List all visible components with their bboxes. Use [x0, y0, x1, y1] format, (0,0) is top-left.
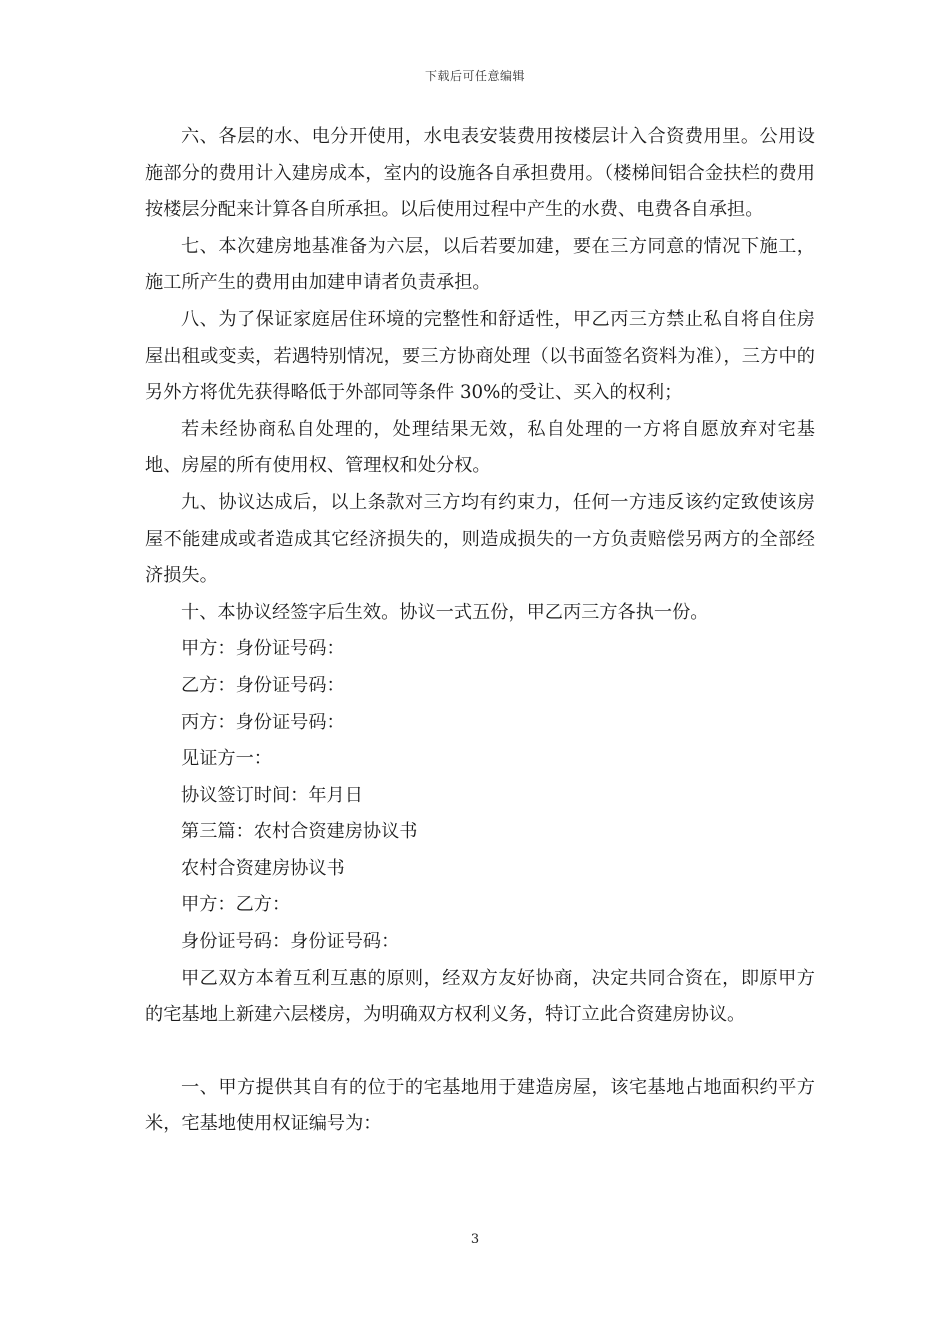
page-number: 3 — [470, 1232, 480, 1247]
id-numbers-line: 身份证号码：身份证号码： — [181, 931, 400, 953]
signature-party-a: 甲方：身份证号码： — [181, 638, 345, 660]
paragraph-clause-6: 六、各层的水、电分开使用，水电表安装费用按楼层计入合资费用里。公用设施部分的费用计入建房成本，室内的设施各自承担费用。（楼梯间铝合金扶栏的费用按楼层分配来计算各自所承担。以后使用过程中产生的水费、电费各自承担。 — [145, 126, 815, 221]
paragraph-clause-8-continued: 若未经协商私自处理的，处理结果无效，私自处理的一方将自愿放弃对宅基地、房屋的所有使用权、管理权和处分权。 — [145, 418, 815, 477]
parties-line: 甲方：乙方： — [181, 894, 291, 916]
signature-party-c: 丙方：身份证号码： — [181, 711, 345, 733]
section-title: 第三篇：农村合资建房协议书 — [181, 821, 418, 843]
paragraph-clause-10: 十、本协议经签字后生效。协议一式五份，甲乙丙三方各执一份。 — [181, 601, 709, 623]
signature-party-b: 乙方：身份证号码： — [181, 674, 345, 696]
document-body — [145, 119, 815, 1143]
page-header: 下载后可任意编辑 — [424, 69, 525, 83]
signature-witness: 见证方一： — [181, 748, 272, 770]
paragraph-clause-9: 九、协议达成后，以上条款对三方均有约束力，任何一方违反该约定致使该房屋不能建成或者造成其它经济损失的，则造成损失的一方负责赔偿另两方的全部经济损失。 — [145, 491, 815, 587]
agreement-title: 农村合资建房协议书 — [181, 857, 345, 879]
paragraph-clause-8: 八、为了保证家庭居住环境的完整性和舒适性，甲乙丙三方禁止私自将自住房屋出租或变卖，若遇特别情况，要三方协商处理（以书面签名资料为准），三方中的另外方将优先获得略低于外部同等条件 30%的受让、买入的权利； — [145, 308, 815, 404]
paragraph-clause-7: 七、本次建房地基准备为六层，以后若要加建，要在三方同意的情况下施工，施工所产生的费用由加建申请者负责承担。 — [145, 235, 815, 294]
paragraph-clause-1: 一、甲方提供其自有的位于的宅基地用于建造房屋，该宅基地占地面积约平方米，宅基地使用权证编号为： — [145, 1076, 815, 1135]
preamble-paragraph: 甲乙双方本着互利互惠的原则，经双方友好协商，决定共同合资在，即原甲方的宅基地上新建六层楼房，为明确双方权利义务，特订立此合资建房协议。 — [145, 967, 815, 1026]
signing-date: 协议签订时间：年月日 — [181, 784, 363, 806]
